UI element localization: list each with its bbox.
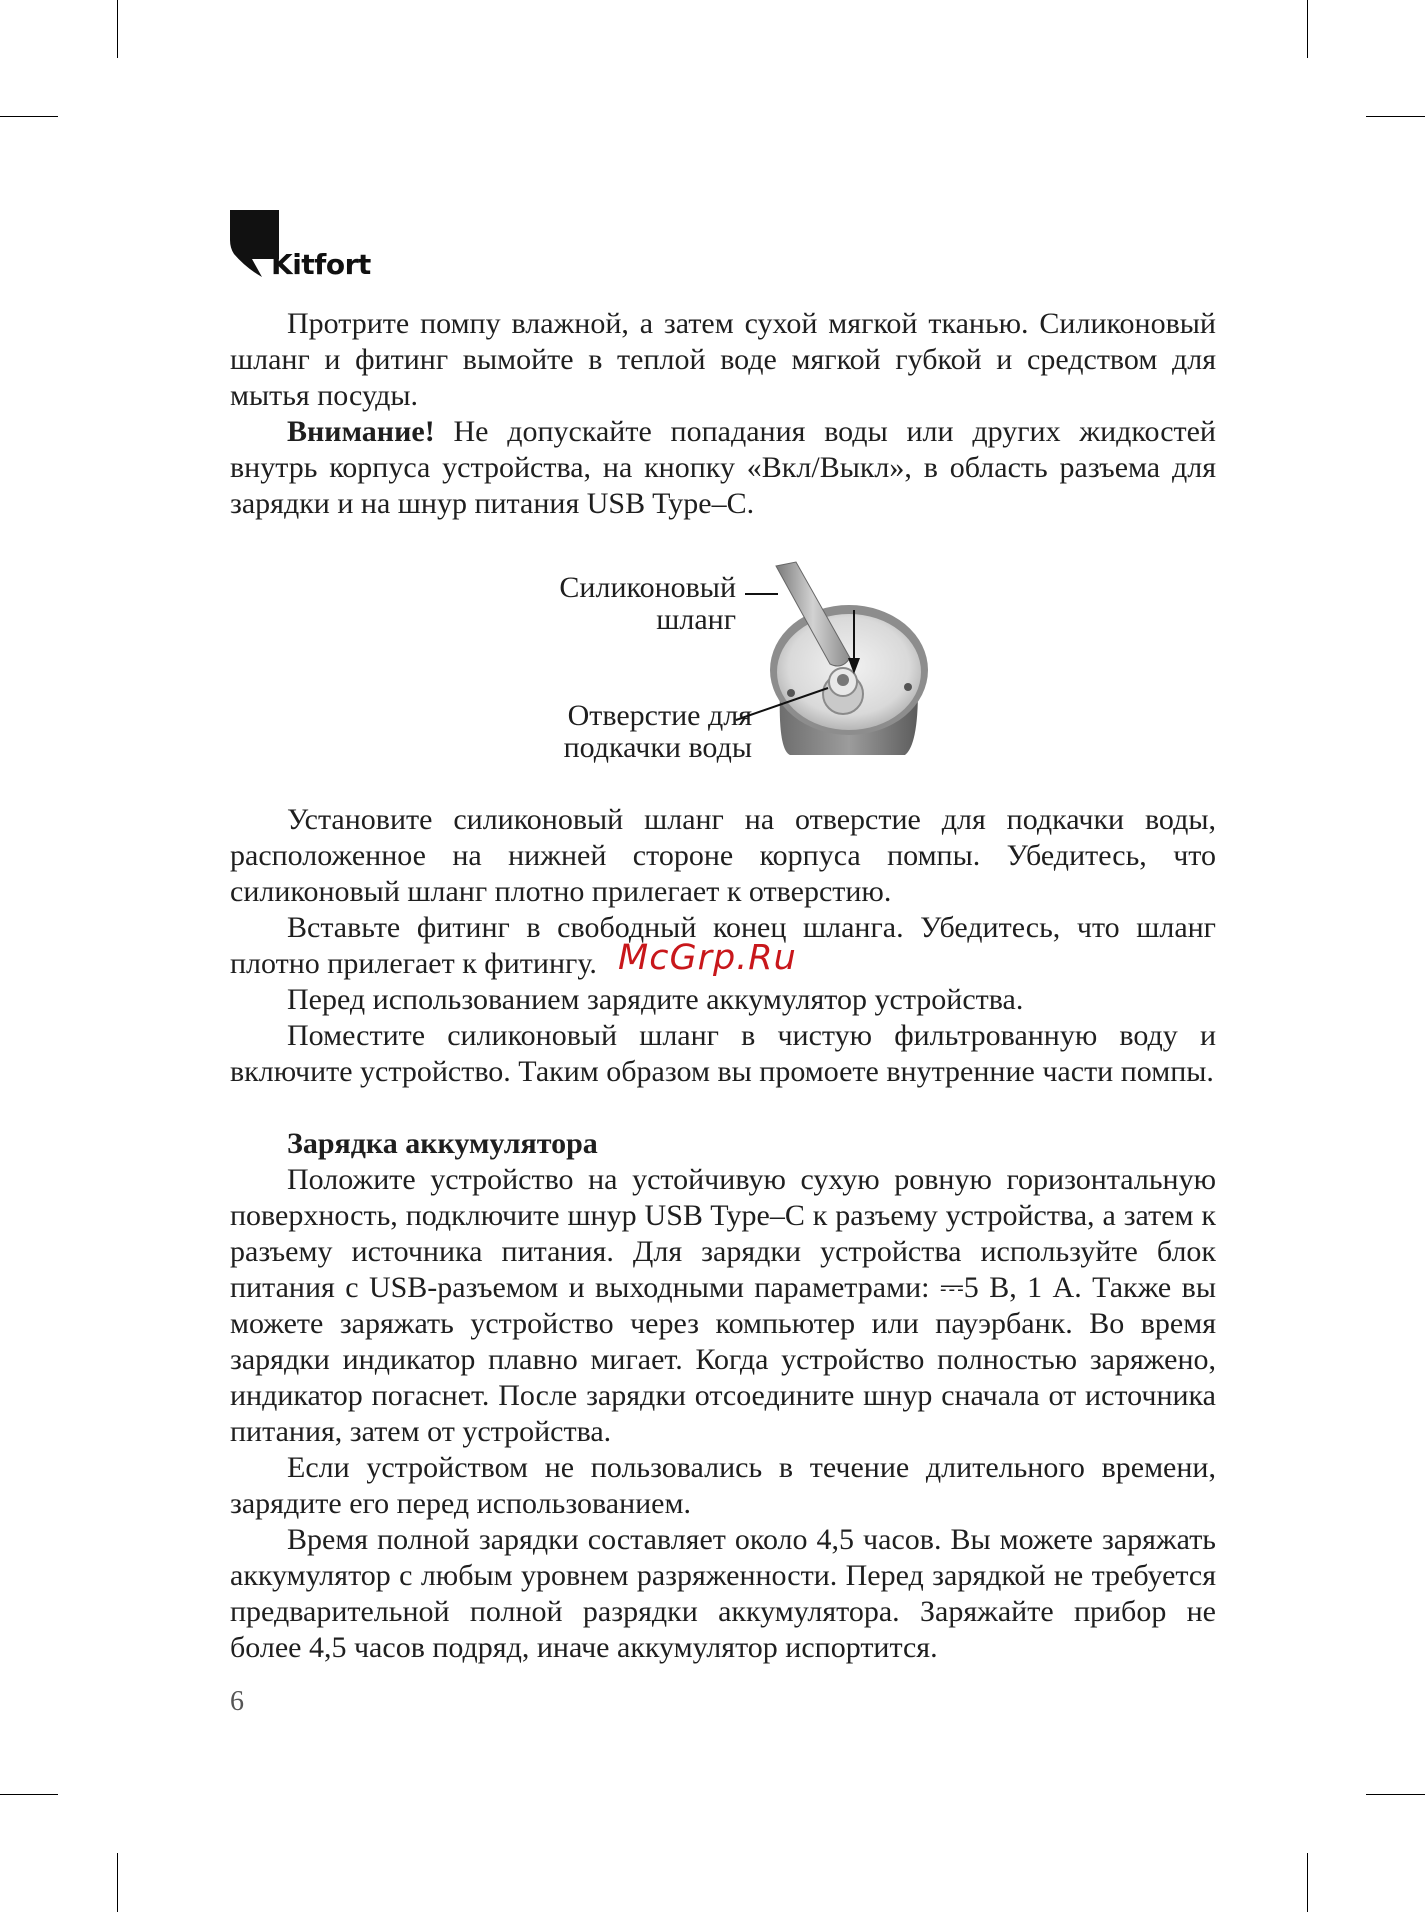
crop-mark xyxy=(1307,0,1308,58)
crop-mark xyxy=(1366,1794,1425,1795)
paragraph: Перед использованием зарядите аккумулятор устройства. xyxy=(287,983,1024,1016)
paragraph: Вставьте фитинг в свободный конец шланга. Убедитесь, что шланг плотно прилегает к фитингу. xyxy=(230,911,1216,980)
warning-paragraph xyxy=(230,414,1216,522)
crop-mark xyxy=(0,1794,58,1795)
paragraph: Протрите помпу влажной, а затем сухой мягкой тканью. Силиконовый шланг и фитинг вымойте в теплой воде мягкой губкой и средством для мытья посуды. xyxy=(230,307,1216,412)
hole-label: Отверстие для подкачки воды xyxy=(563,699,752,764)
paragraph: Если устройством не пользовались в течение длительного времени, зарядите его перед использованием. xyxy=(230,1451,1216,1520)
warning-text: Не допускайте попадания воды или других жидкостей внутрь корпуса устройства, на кнопку «Вкл/Выкл», в область разъема для зарядки и на шнур питания USB Type–C. xyxy=(230,415,1216,520)
crop-mark xyxy=(1366,116,1425,117)
warning-label: Внимание! xyxy=(287,415,435,448)
brand-name: Kitfort xyxy=(271,248,371,281)
paragraph: Установите силиконовый шланг на отверстие для подкачки воды, расположенное на нижней стороне корпуса помпы. Убедитесь, что силиконовый шланг плотно прилегает к отверстию. xyxy=(230,803,1216,908)
paragraph: Время полной зарядки составляет около 4,5 часов. Вы можете заряжать аккумулятор с любым уровнем разряженности. Перед зарядкой не требуется предварительной полной разрядки аккумулятора. Заряжайте прибор не более 4,5 часов подряд, иначе аккумулятор испортится. xyxy=(230,1523,1216,1664)
crop-mark xyxy=(0,116,58,117)
main-text xyxy=(230,802,1216,1666)
paragraph: Поместите силиконовый шланг в чистую фильтрованную воду и включите устройство. Таким образом вы промоете внутренние части помпы. xyxy=(230,1019,1216,1088)
crop-mark xyxy=(117,0,118,58)
crop-mark xyxy=(1307,1853,1308,1912)
pump-illustration-icon xyxy=(520,560,940,775)
page-number: 6 xyxy=(230,1686,244,1717)
pump-figure xyxy=(520,560,940,775)
crop-mark xyxy=(117,1853,118,1912)
watermark: McGrp.Ru xyxy=(618,938,797,978)
hose-label: Силиконовый шланг xyxy=(559,571,736,636)
intro-text xyxy=(230,306,1216,522)
paragraph: Положите устройство на устойчивую сухую ровную горизонтальную поверхность, подключите шнур USB Type–C к разъему устройства, а затем к разъему источника питания. Для зарядки устройства используйте блок питания с USB-разъемом и выходными параметрами: ⎓5 В, 1 А. Также вы можете заряжать устройство через компьютер или пауэрбанк. Во время зарядки индикатор плавно мигает. Когда устройство полностью заряжено, индикатор погаснет. После зарядки отсоедините шнур сначала от источника питания, затем от устройства. xyxy=(230,1163,1216,1448)
section-heading: Зарядка аккумулятора xyxy=(287,1127,598,1160)
